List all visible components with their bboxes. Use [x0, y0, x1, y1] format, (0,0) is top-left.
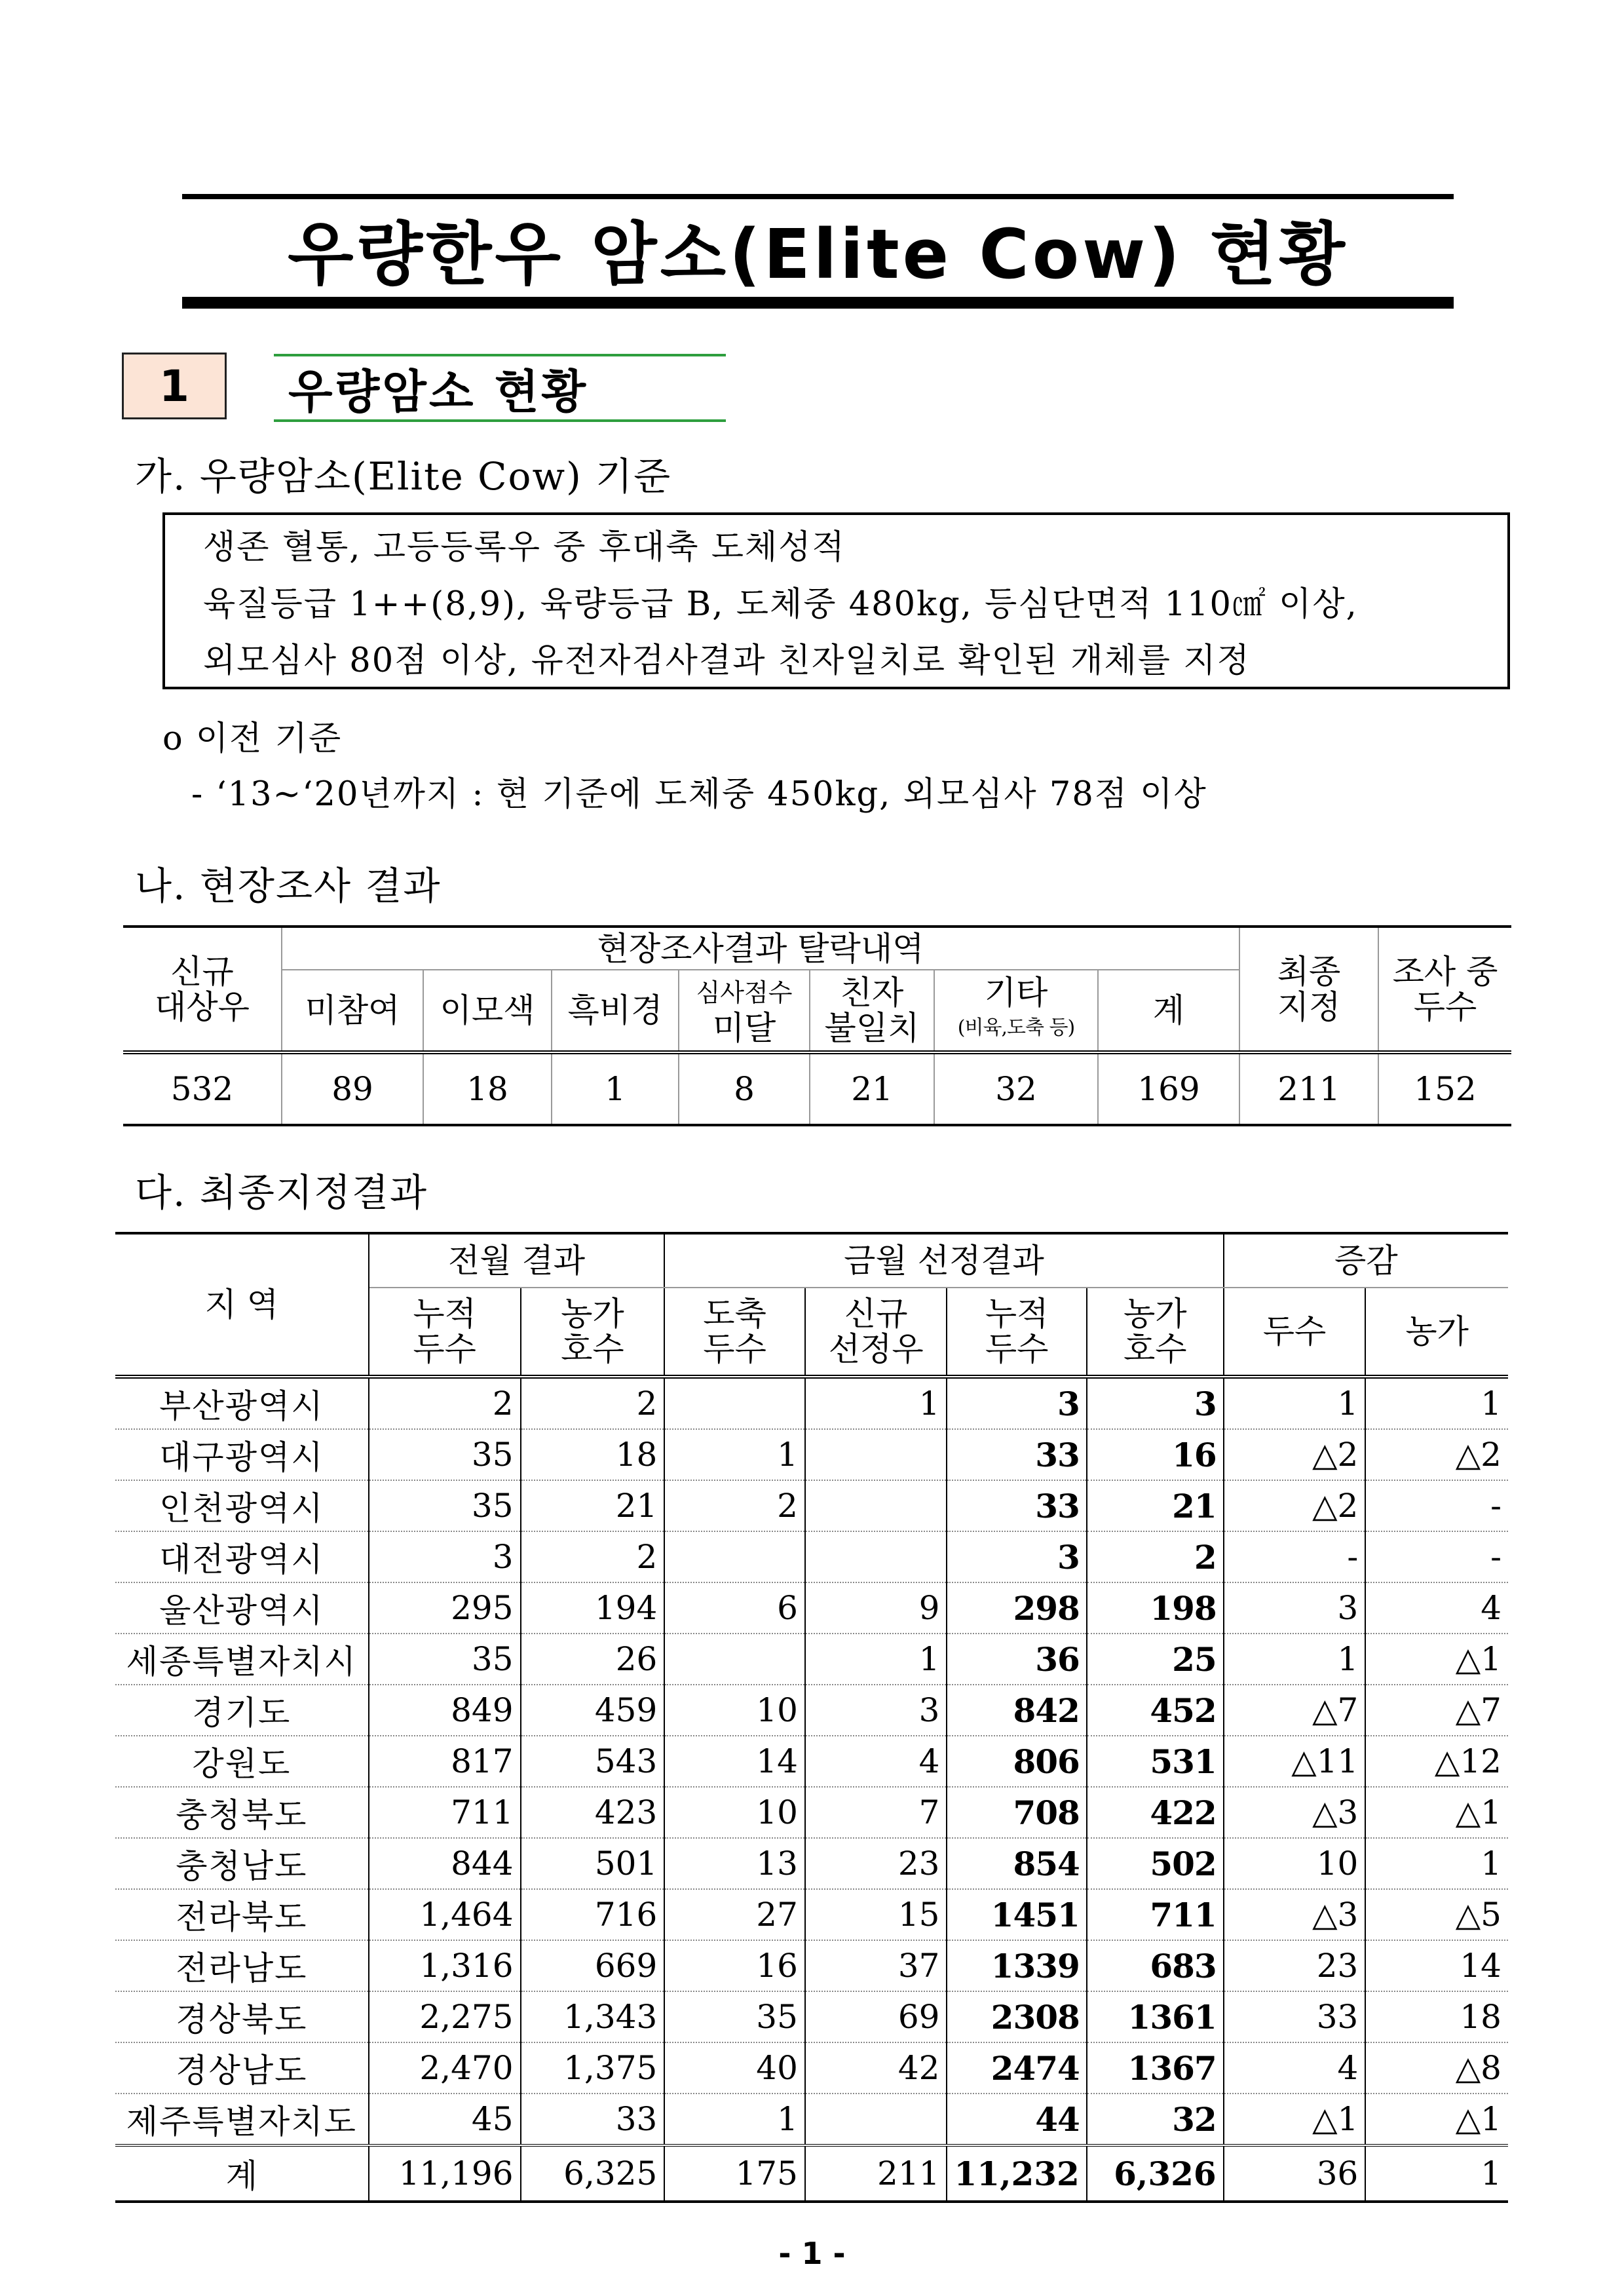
- value-cell: [664, 1634, 805, 1685]
- header-change-head: 두수: [1224, 1288, 1366, 1377]
- region-cell: 경상북도: [115, 1991, 369, 2042]
- value-cell: 18: [1365, 1991, 1508, 2042]
- header-region: 지 역: [115, 1233, 369, 1377]
- total-cell: 211: [805, 2145, 947, 2202]
- region-cell: 세종특별자치시: [115, 1634, 369, 1685]
- value-cell: 452: [1087, 1685, 1224, 1736]
- page-title: 우량한우 암소(Elite Cow) 현황: [288, 214, 1348, 294]
- header-new-selection: 신규 선정우: [805, 1288, 947, 1377]
- value-cell: [664, 1531, 805, 1582]
- header-prev-month: 전월 결과: [369, 1233, 665, 1288]
- value-cell: 543: [521, 1736, 665, 1787]
- value-cell: 35: [664, 1991, 805, 2042]
- value-cell: 423: [521, 1787, 665, 1838]
- value-cell: △1: [1365, 2094, 1508, 2145]
- value-cell: 45: [369, 2094, 521, 2145]
- value-cell: 2474: [947, 2042, 1086, 2094]
- value-cell: -: [1224, 1531, 1366, 1582]
- page-number: - 1 -: [778, 2236, 846, 2271]
- value-cell: 23: [805, 1838, 947, 1889]
- value-cell: 1: [1224, 1377, 1366, 1429]
- survey-cell: 21: [810, 1052, 934, 1125]
- value-cell: 2: [1087, 1531, 1224, 1582]
- value-cell: △5: [1365, 1889, 1508, 1940]
- value-cell: 23: [1224, 1940, 1366, 1991]
- criteria-line: 육질등급 1++(8,9), 육량등급 B, 도체중 480kg, 등심단면적 110㎠ 이상,: [203, 585, 1358, 624]
- value-cell: 1: [1365, 1377, 1508, 1429]
- value-cell: 295: [369, 1582, 521, 1634]
- value-cell: △7: [1224, 1685, 1366, 1736]
- region-cell: 충청남도: [115, 1838, 369, 1889]
- value-cell: 194: [521, 1582, 665, 1634]
- value-cell: 10: [664, 1685, 805, 1736]
- region-cell: 울산광역시: [115, 1582, 369, 1634]
- value-cell: 27: [664, 1889, 805, 1940]
- value-cell: 14: [664, 1736, 805, 1787]
- final-table-body: [115, 1377, 1508, 2145]
- header-change-farm: 농가: [1365, 1288, 1508, 1377]
- value-cell: △7: [1365, 1685, 1508, 1736]
- value-cell: 1: [1365, 1838, 1508, 1889]
- value-cell: 2,275: [369, 1991, 521, 2042]
- region-cell: 대구광역시: [115, 1429, 369, 1480]
- value-cell: 1,316: [369, 1940, 521, 1991]
- table-row: [115, 1838, 1508, 1889]
- value-cell: [664, 1377, 805, 1429]
- table-row: [115, 1480, 1508, 1531]
- value-cell: 1: [664, 2094, 805, 2145]
- total-cell: 1: [1365, 2145, 1508, 2202]
- survey-cell: 169: [1098, 1052, 1239, 1125]
- total-row: [115, 2145, 1508, 2202]
- value-cell: 669: [521, 1940, 665, 1991]
- region-cell: 경상남도: [115, 2042, 369, 2094]
- region-cell: 강원도: [115, 1736, 369, 1787]
- region-cell: 인천광역시: [115, 1480, 369, 1531]
- value-cell: -: [1365, 1480, 1508, 1531]
- value-cell: 9: [805, 1582, 947, 1634]
- value-cell: 2: [521, 1531, 665, 1582]
- value-cell: 1451: [947, 1889, 1086, 1940]
- header-prev-cum-head: 누적 두수: [369, 1288, 521, 1377]
- value-cell: 854: [947, 1838, 1086, 1889]
- value-cell: △2: [1224, 1429, 1366, 1480]
- value-cell: 18: [521, 1429, 665, 1480]
- survey-cell: 32: [934, 1052, 1098, 1125]
- total-cell: 11,232: [947, 2145, 1086, 2202]
- previous-criteria-detail: - ‘13~‘20년까지 : 현 기준에 도체중 450kg, 외모심사 78점 이상: [191, 775, 1207, 814]
- value-cell: 3: [1224, 1582, 1366, 1634]
- value-cell: 1,343: [521, 1991, 665, 2042]
- table-row: [115, 2094, 1508, 2145]
- value-cell: [805, 2094, 947, 2145]
- value-cell: 1,464: [369, 1889, 521, 1940]
- value-cell: △3: [1224, 1787, 1366, 1838]
- value-cell: 422: [1087, 1787, 1224, 1838]
- value-cell: 35: [369, 1634, 521, 1685]
- section-number-box: 1: [122, 353, 227, 419]
- survey-cell: 8: [679, 1052, 810, 1125]
- survey-cell: 532: [123, 1052, 282, 1125]
- value-cell: 33: [521, 2094, 665, 2145]
- header-black-nose: 흑비경: [552, 970, 679, 1052]
- value-cell: 3: [947, 1377, 1086, 1429]
- table-row: [115, 1377, 1508, 1429]
- region-cell: 전라북도: [115, 1889, 369, 1940]
- value-cell: 2308: [947, 1991, 1086, 2042]
- value-cell: △1: [1224, 2094, 1366, 2145]
- region-cell: 충청북도: [115, 1787, 369, 1838]
- value-cell: 3: [369, 1531, 521, 1582]
- value-cell: 1: [664, 1429, 805, 1480]
- region-cell: 경기도: [115, 1685, 369, 1736]
- value-cell: 1: [805, 1634, 947, 1685]
- value-cell: 1: [1224, 1634, 1366, 1685]
- region-cell: 부산광역시: [115, 1377, 369, 1429]
- value-cell: △12: [1365, 1736, 1508, 1787]
- final-table: [115, 1232, 1508, 2203]
- value-cell: 35: [369, 1429, 521, 1480]
- region-cell: 전라남도: [115, 1940, 369, 1991]
- value-cell: 1: [805, 1377, 947, 1429]
- table-row: [115, 1531, 1508, 1582]
- value-cell: 26: [521, 1634, 665, 1685]
- value-cell: 14: [1365, 1940, 1508, 1991]
- value-cell: 42: [805, 2042, 947, 2094]
- value-cell: 711: [1087, 1889, 1224, 1940]
- value-cell: 16: [1087, 1429, 1224, 1480]
- value-cell: △11: [1224, 1736, 1366, 1787]
- value-cell: 2,470: [369, 2042, 521, 2094]
- header-other: 기타 (비육,도축 등): [934, 970, 1098, 1052]
- value-cell: 198: [1087, 1582, 1224, 1634]
- table-row: [115, 1429, 1508, 1480]
- value-cell: 1,375: [521, 2042, 665, 2094]
- value-cell: 1361: [1087, 1991, 1224, 2042]
- criteria-line: 생존 혈통, 고등등록우 중 후대축 도체성적: [203, 528, 846, 567]
- value-cell: 1367: [1087, 2042, 1224, 2094]
- title-rule-top: [182, 194, 1454, 199]
- survey-cell: 1: [552, 1052, 679, 1125]
- value-cell: 716: [521, 1889, 665, 1940]
- value-cell: △3: [1224, 1889, 1366, 1940]
- value-cell: 3: [947, 1531, 1086, 1582]
- value-cell: 3: [1087, 1377, 1224, 1429]
- header-this-month: 금월 선정결과: [664, 1233, 1223, 1288]
- value-cell: 501: [521, 1838, 665, 1889]
- value-cell: 2: [521, 1377, 665, 1429]
- table-row: [115, 1685, 1508, 1736]
- value-cell: 33: [1224, 1991, 1366, 2042]
- value-cell: △2: [1365, 1429, 1508, 1480]
- table-row: [115, 1991, 1508, 2042]
- survey-cell: 152: [1378, 1052, 1511, 1125]
- value-cell: 2: [369, 1377, 521, 1429]
- survey-heading: 나. 현장조사 결과: [135, 864, 442, 908]
- value-cell: 10: [1224, 1838, 1366, 1889]
- value-cell: 842: [947, 1685, 1086, 1736]
- table-row: [115, 1736, 1508, 1787]
- header-off-color: 이모색: [423, 970, 552, 1052]
- value-cell: 33: [947, 1429, 1086, 1480]
- value-cell: [805, 1531, 947, 1582]
- survey-cell: 18: [423, 1052, 552, 1125]
- value-cell: 16: [664, 1940, 805, 1991]
- value-cell: 531: [1087, 1736, 1224, 1787]
- value-cell: 3: [805, 1685, 947, 1736]
- region-cell: 제주특별자치도: [115, 2094, 369, 2145]
- total-label: 계: [115, 2145, 369, 2202]
- header-ongoing: 조사 중 두수: [1378, 927, 1511, 1052]
- header-dropout-total: 계: [1098, 970, 1239, 1052]
- value-cell: 35: [369, 1480, 521, 1531]
- header-parentage-mismatch: 친자 불일치: [810, 970, 934, 1052]
- value-cell: 844: [369, 1838, 521, 1889]
- total-cell: 36: [1224, 2145, 1366, 2202]
- survey-cell: 211: [1239, 1052, 1378, 1125]
- header-dropout-group: 현장조사결과 탈락내역: [282, 927, 1239, 970]
- criteria-heading: 가. 우량암소(Elite Cow) 기준: [135, 454, 672, 499]
- value-cell: 7: [805, 1787, 947, 1838]
- value-cell: -: [1365, 1531, 1508, 1582]
- header-score-shortfall: 심사점수 미달: [679, 970, 810, 1052]
- value-cell: △8: [1365, 2042, 1508, 2094]
- value-cell: 69: [805, 1991, 947, 2042]
- value-cell: 683: [1087, 1940, 1224, 1991]
- value-cell: 4: [1365, 1582, 1508, 1634]
- value-cell: 4: [1224, 2042, 1366, 2094]
- value-cell: 817: [369, 1736, 521, 1787]
- criteria-line: 외모심사 80점 이상, 유전자검사결과 친자일치로 확인된 개체를 지정: [203, 641, 1251, 680]
- header-change: 증감: [1224, 1233, 1508, 1288]
- survey-cell: 89: [282, 1052, 423, 1125]
- table-row: [115, 1787, 1508, 1838]
- value-cell: 37: [805, 1940, 947, 1991]
- value-cell: 806: [947, 1736, 1086, 1787]
- header-no-participation: 미참여: [282, 970, 423, 1052]
- value-cell: △2: [1224, 1480, 1366, 1531]
- survey-table: [123, 925, 1511, 1126]
- previous-criteria-heading: o 이전 기준: [162, 719, 343, 758]
- total-cell: 6,326: [1087, 2145, 1224, 2202]
- total-cell: 11,196: [369, 2145, 521, 2202]
- value-cell: 32: [1087, 2094, 1224, 2145]
- table-row: [115, 1889, 1508, 1940]
- value-cell: △1: [1365, 1634, 1508, 1685]
- header-cum-head: 누적 두수: [947, 1288, 1086, 1377]
- value-cell: 298: [947, 1582, 1086, 1634]
- table-row: [115, 2042, 1508, 2094]
- value-cell: 25: [1087, 1634, 1224, 1685]
- value-cell: 1339: [947, 1940, 1086, 1991]
- total-cell: 175: [664, 2145, 805, 2202]
- value-cell: 6: [664, 1582, 805, 1634]
- header-slaughter: 도축 두수: [664, 1288, 805, 1377]
- region-cell: 대전광역시: [115, 1531, 369, 1582]
- value-cell: 10: [664, 1787, 805, 1838]
- value-cell: 21: [1087, 1480, 1224, 1531]
- header-prev-farms: 농가 호수: [521, 1288, 665, 1377]
- value-cell: 459: [521, 1685, 665, 1736]
- final-heading: 다. 최종지정결과: [135, 1170, 428, 1215]
- table-row: [115, 1634, 1508, 1685]
- value-cell: 4: [805, 1736, 947, 1787]
- value-cell: 33: [947, 1480, 1086, 1531]
- table-row: [115, 1582, 1508, 1634]
- total-cell: 6,325: [521, 2145, 665, 2202]
- value-cell: [805, 1429, 947, 1480]
- survey-row: [123, 1052, 1511, 1125]
- table-row: [115, 1940, 1508, 1991]
- header-final: 최종 지정: [1239, 927, 1378, 1052]
- header-farms: 농가 호수: [1087, 1288, 1224, 1377]
- value-cell: 21: [521, 1480, 665, 1531]
- value-cell: △1: [1365, 1787, 1508, 1838]
- title-rule-bottom: [182, 297, 1454, 309]
- value-cell: 849: [369, 1685, 521, 1736]
- value-cell: [805, 1480, 947, 1531]
- value-cell: 44: [947, 2094, 1086, 2145]
- value-cell: 15: [805, 1889, 947, 1940]
- header-new-target: 신규 대상우: [123, 927, 282, 1052]
- value-cell: 711: [369, 1787, 521, 1838]
- value-cell: 40: [664, 2042, 805, 2094]
- value-cell: 2: [664, 1480, 805, 1531]
- value-cell: 13: [664, 1838, 805, 1889]
- section-title: 우량암소 현황: [288, 364, 589, 419]
- section-rule-bottom: [274, 419, 726, 422]
- value-cell: 502: [1087, 1838, 1224, 1889]
- value-cell: 36: [947, 1634, 1086, 1685]
- value-cell: 708: [947, 1787, 1086, 1838]
